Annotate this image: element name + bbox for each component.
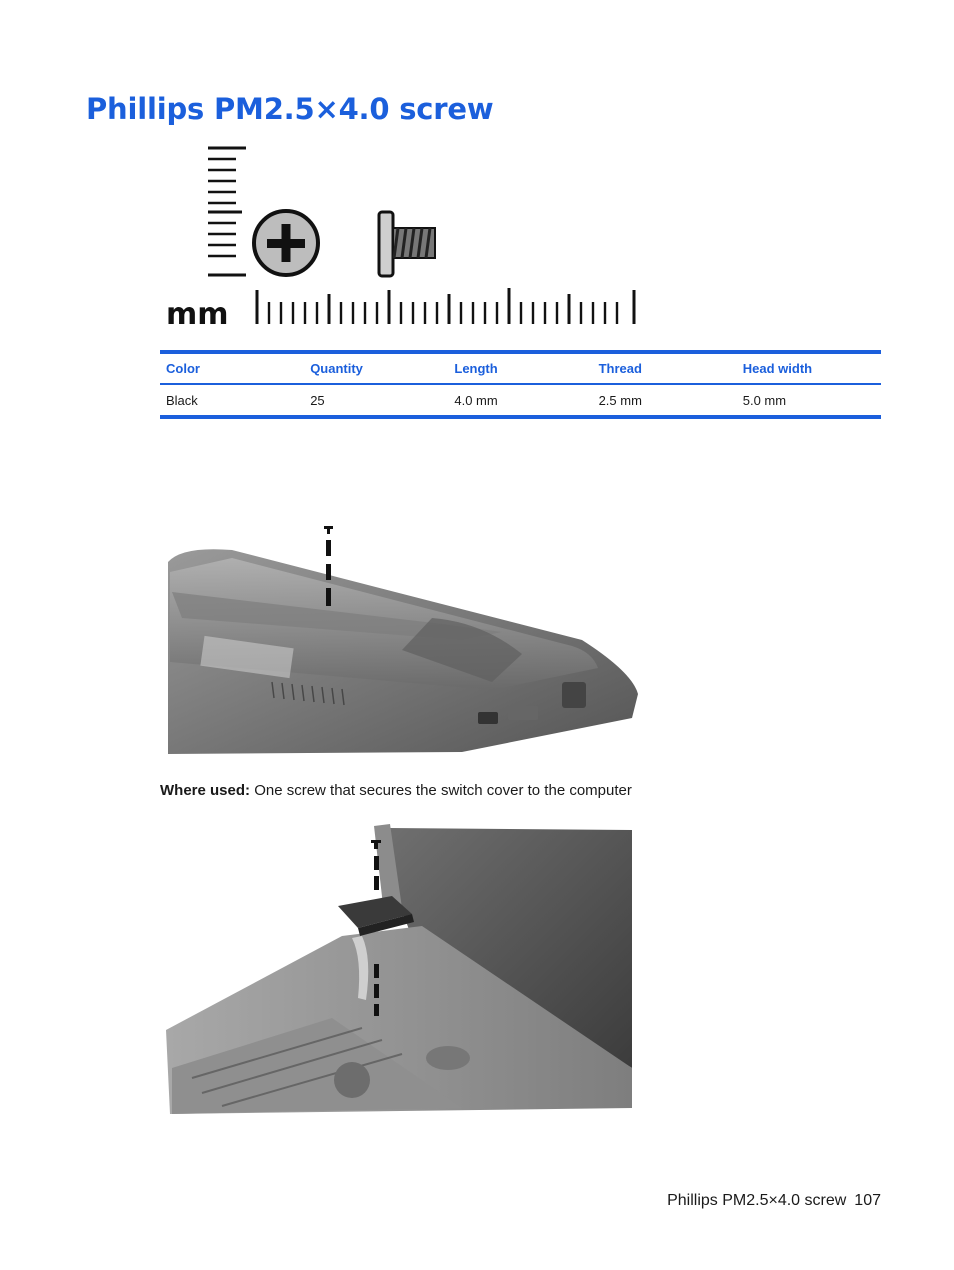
cell-length: 4.0 mm xyxy=(454,392,498,408)
screw-spec-table xyxy=(160,350,881,419)
header-thread: Thread xyxy=(593,352,737,384)
header-length: Length xyxy=(448,352,592,384)
header-quantity: Quantity xyxy=(304,352,448,384)
table-header-row xyxy=(160,352,881,384)
page-number: 107 xyxy=(854,1192,881,1209)
computer-bottom-photo xyxy=(162,522,642,758)
page-footer xyxy=(667,1192,881,1210)
screw-scale-graphic xyxy=(160,140,650,335)
switch-cover-photo xyxy=(162,818,642,1116)
cell-head-width: 5.0 mm xyxy=(742,392,787,408)
phillips-head-icon xyxy=(254,211,318,275)
cell-color: Black xyxy=(166,392,198,408)
screw-side-icon xyxy=(379,212,435,276)
header-color: Color xyxy=(160,352,304,384)
footer-title: Phillips PM2.5×4.0 screw xyxy=(667,1192,847,1209)
scale-unit-label: mm xyxy=(166,297,229,332)
page-title: Phillips PM2.5×4.0 screw xyxy=(86,92,494,126)
cell-quantity: 25 xyxy=(310,392,325,408)
table-row xyxy=(160,384,881,417)
where-used-text: One screw that secures the switch cover to the computer xyxy=(254,782,632,799)
header-head-width: Head width xyxy=(737,352,881,384)
where-used-line xyxy=(160,782,632,799)
where-used-label: Where used: xyxy=(160,782,251,799)
cell-thread: 2.5 mm xyxy=(598,392,642,408)
